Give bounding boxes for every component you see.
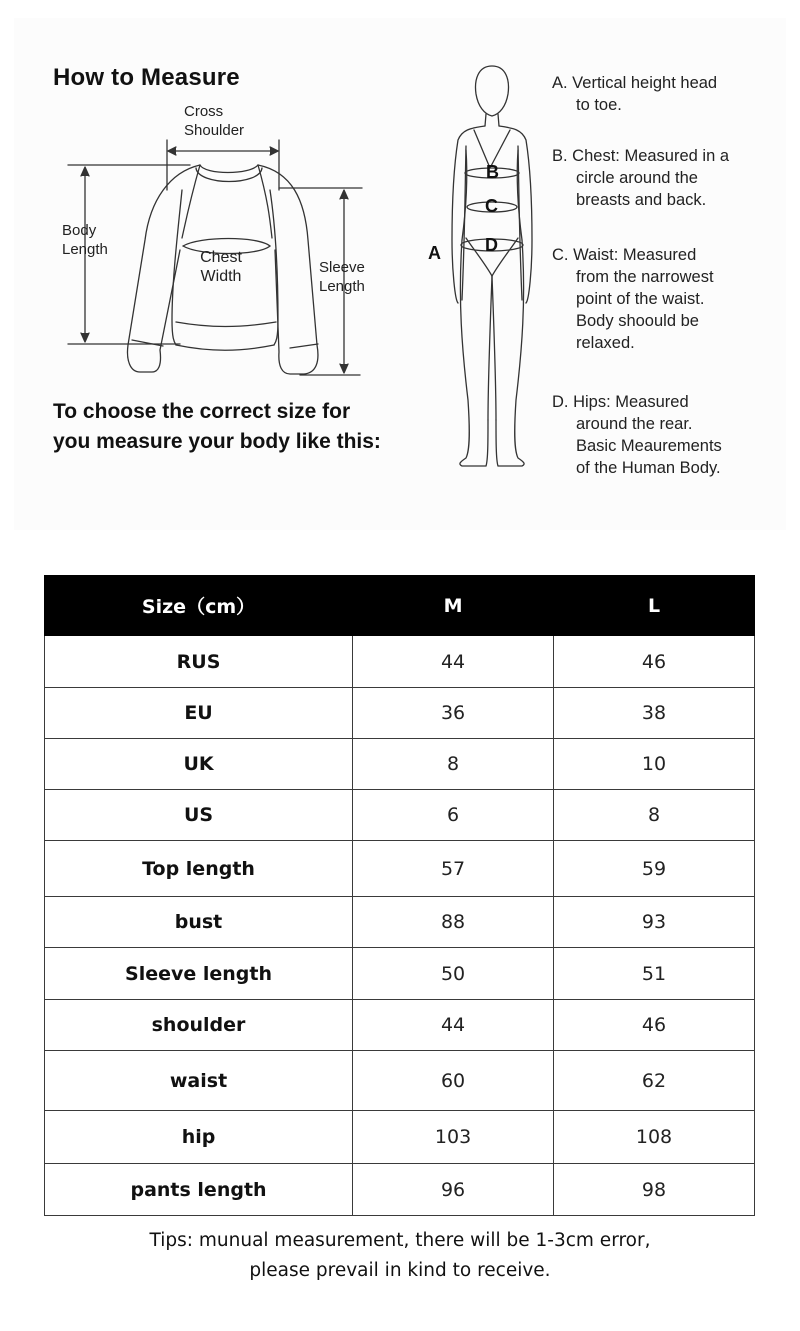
size-chart-table <box>44 575 755 1216</box>
row-label: hip <box>45 1111 353 1164</box>
row-label: waist <box>45 1051 353 1111</box>
table-row <box>45 739 755 790</box>
row-label: pants length <box>45 1164 353 1216</box>
cell-l: 46 <box>554 1000 755 1051</box>
human-figure-drawing <box>450 66 532 466</box>
cell-m: 44 <box>353 636 554 688</box>
cell-l: 46 <box>554 636 755 688</box>
cell-l: 62 <box>554 1051 755 1111</box>
header-m: M <box>353 576 554 636</box>
table-row <box>45 897 755 948</box>
figure-letter-d: D <box>485 235 498 255</box>
table-row <box>45 841 755 897</box>
row-label: RUS <box>45 636 353 688</box>
row-label: bust <box>45 897 353 948</box>
cell-m: 44 <box>353 1000 554 1051</box>
table-row <box>45 1000 755 1051</box>
legend-item-d: D. Hips: Measured around the rear. Basic Meaurements of the Human Body. <box>552 393 722 477</box>
table-row <box>45 1051 755 1111</box>
cell-m: 36 <box>353 688 554 739</box>
cell-l: 93 <box>554 897 755 948</box>
cell-m: 50 <box>353 948 554 1000</box>
tips-note: Tips: munual measurement, there will be 1-3cm error, please prevail in kind to receive. <box>149 1230 651 1281</box>
sleeve-length-label: Sleeve Length <box>319 259 365 295</box>
row-label: Top length <box>45 841 353 897</box>
legend-item-c: C. Waist: Measured from the narrowest point of the waist. Body shoould be relaxed. <box>552 246 714 352</box>
cell-l: 38 <box>554 688 755 739</box>
table-row <box>45 636 755 688</box>
header-l: L <box>554 576 755 636</box>
cell-m: 8 <box>353 739 554 790</box>
cell-l: 51 <box>554 948 755 1000</box>
cell-m: 88 <box>353 897 554 948</box>
cell-l: 108 <box>554 1111 755 1164</box>
guide-instruction: To choose the correct size for you measure your body like this: <box>53 400 381 453</box>
cell-m: 57 <box>353 841 554 897</box>
table-row <box>45 688 755 739</box>
figure-letter-c: C <box>485 196 498 216</box>
header-size: Size（cm） <box>45 576 353 636</box>
table-header-row <box>45 576 755 636</box>
cell-m: 96 <box>353 1164 554 1216</box>
cell-l: 59 <box>554 841 755 897</box>
table-row <box>45 1164 755 1216</box>
row-label: EU <box>45 688 353 739</box>
legend-item-b: B. Chest: Measured in a circle around the breasts and back. <box>552 147 730 209</box>
row-label: UK <box>45 739 353 790</box>
cross-shoulder-label: Cross Shoulder <box>184 103 245 139</box>
table-row <box>45 1111 755 1164</box>
figure-letter-a: A <box>428 243 441 263</box>
row-label: Sleeve length <box>45 948 353 1000</box>
cell-l: 10 <box>554 739 755 790</box>
cell-m: 103 <box>353 1111 554 1164</box>
cell-m: 6 <box>353 790 554 841</box>
cell-m: 60 <box>353 1051 554 1111</box>
figure-letter-b: B <box>486 162 499 182</box>
table-row <box>45 790 755 841</box>
cell-l: 98 <box>554 1164 755 1216</box>
page-title: How to Measure <box>53 64 240 91</box>
legend-item-a: A. Vertical height head to toe. <box>552 74 718 114</box>
body-length-label: Body Length <box>62 222 108 258</box>
cell-l: 8 <box>554 790 755 841</box>
table-row <box>45 948 755 1000</box>
row-label: US <box>45 790 353 841</box>
row-label: shoulder <box>45 1000 353 1051</box>
chest-width-label: Chest Width <box>200 249 242 285</box>
